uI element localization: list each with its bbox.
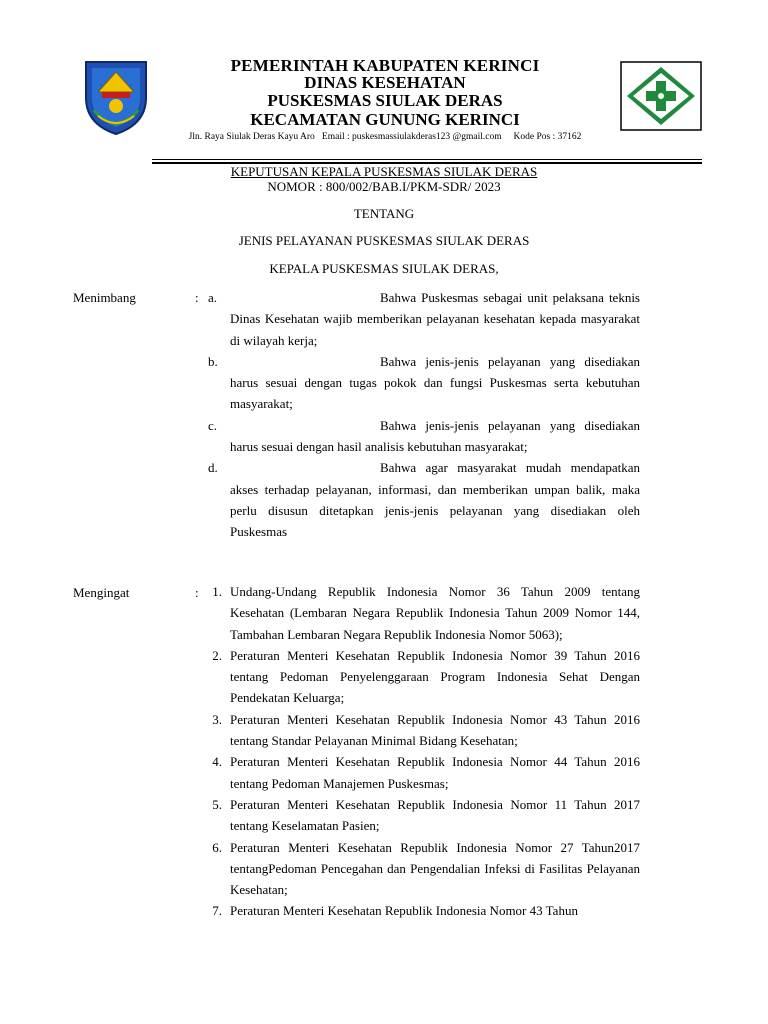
menimbang-colon: : [195, 290, 199, 305]
item-marker: 3. [212, 711, 222, 727]
item-text: Peraturan Menteri Kesehatan Republik Indonesia Nomor 39 Tahun 2016 tentang Pedoman Penyelenggaraan Program Indonesia Sehat Dengan Pendekatan Keluarga; [230, 647, 640, 706]
item-marker: c. [208, 417, 218, 433]
list-item [200, 287, 640, 351]
menimbang-label: Menimbang [73, 290, 136, 305]
decision-title: KEPUTUSAN KEPALA PUSKESMAS SIULAK DERAS [230, 164, 538, 179]
kerinci-regency-emblem-logo [80, 58, 152, 136]
letterhead-agency: DINAS KESEHATAN [304, 73, 466, 92]
item-marker: 2. [212, 647, 222, 663]
mengingat-label: Mengingat [73, 585, 130, 600]
list-item [200, 351, 640, 415]
mengingat-colon: : [195, 585, 199, 600]
list-item [200, 457, 640, 542]
list-item [200, 415, 640, 458]
letterhead-district: KECAMATAN GUNUNG KERINCI [250, 110, 520, 129]
list-item [200, 900, 640, 921]
item-marker: b. [208, 353, 218, 369]
letterhead [150, 57, 620, 129]
list-item [200, 837, 640, 901]
item-marker: d. [208, 460, 218, 476]
item-marker: a. [208, 290, 218, 305]
list-item [200, 709, 640, 752]
item-text: Bahwa jenis-jenis pelayanan yang disediakan harus sesuai dengan hasil analisis kebutuhan masyarakat; [230, 417, 640, 455]
item-text: Bahwa Puskesmas sebagai unit pelaksana teknis Dinas Kesehatan wajib memberikan pelayanan kesehatan kepada masyarakat di wilayah kerja; [230, 290, 640, 348]
decision-subject: JENIS PELAYANAN PUSKESMAS SIULAK DERAS [238, 233, 530, 248]
item-marker: 6. [212, 839, 222, 855]
about-heading: TENTANG [353, 206, 415, 221]
mengingat-list [200, 581, 640, 922]
item-text: Peraturan Menteri Kesehatan Republik Indonesia Nomor 44 Tahun 2016 tentang Pedoman Manajemen Puskesmas; [230, 754, 640, 791]
item-text: Peraturan Menteri Kesehatan Republik Indonesia Nomor 27 Tahun2017 tentangPedoman Pencegahan dan Pengendalian Infeksi di Fasilitas Pelayanan Kesehatan; [230, 839, 640, 898]
item-marker: 7. [212, 903, 222, 919]
head-of-puskesmas: KEPALA PUSKESMAS SIULAK DERAS, [269, 261, 499, 276]
item-text: Bahwa jenis-jenis pelayanan yang disediakan harus sesuai dengan tugas pokok dan fungsi Puskesmas serta kebutuhan masyarakat; [230, 353, 640, 412]
menimbang-list [200, 287, 640, 543]
letterhead-government: PEMERINTAH KABUPATEN KERINCI [230, 56, 540, 75]
letterhead-address: Jln. Raya Siulak Deras Kayu Aro Email : puskesmassiulakderas123 @gmail.com Kode Pos : 37162 [188, 132, 582, 142]
item-text: Undang-Undang Republik Indonesia Nomor 36 Tahun 2009 tentang Kesehatan (Lembaran Negara Republik Indonesia Tahun 2009 Nomor 144, Tambahan Lembaran Negara Republik Indonesia Nomor 5063); [230, 584, 640, 642]
list-item [200, 645, 640, 709]
puskesmas-cross-logo [620, 61, 702, 131]
letterhead-puskesmas: PUSKESMAS SIULAK DERAS [267, 91, 503, 110]
item-marker: 4. [212, 754, 222, 770]
item-text: Peraturan Menteri Kesehatan Republik Indonesia Nomor 11 Tahun 2017 tentang Keselamatan Pasien; [230, 796, 640, 834]
item-text: Peraturan Menteri Kesehatan Republik Indonesia Nomor 43 Tahun [230, 903, 578, 919]
list-item [200, 751, 640, 794]
list-item [200, 794, 640, 837]
item-text: Bahwa agar masyarakat mudah mendapatkan akses terhadap pelayanan, informasi, dan memberikan umpan balik, maka perlu disusun ditetapkan jenis-jenis pelayanan yang disediakan oleh Puskesmas [230, 460, 640, 540]
letterhead-divider-thin [152, 159, 702, 160]
item-marker: 5. [212, 796, 222, 812]
list-item [200, 581, 640, 645]
decision-number: NOMOR : 800/002/BAB.I/PKM-SDR/ 2023 [267, 179, 501, 194]
item-text: Peraturan Menteri Kesehatan Republik Indonesia Nomor 43 Tahun 2016 tentang Standar Pelayanan Minimal Bidang Kesehatan; [230, 711, 640, 749]
item-marker: 1. [212, 584, 222, 599]
